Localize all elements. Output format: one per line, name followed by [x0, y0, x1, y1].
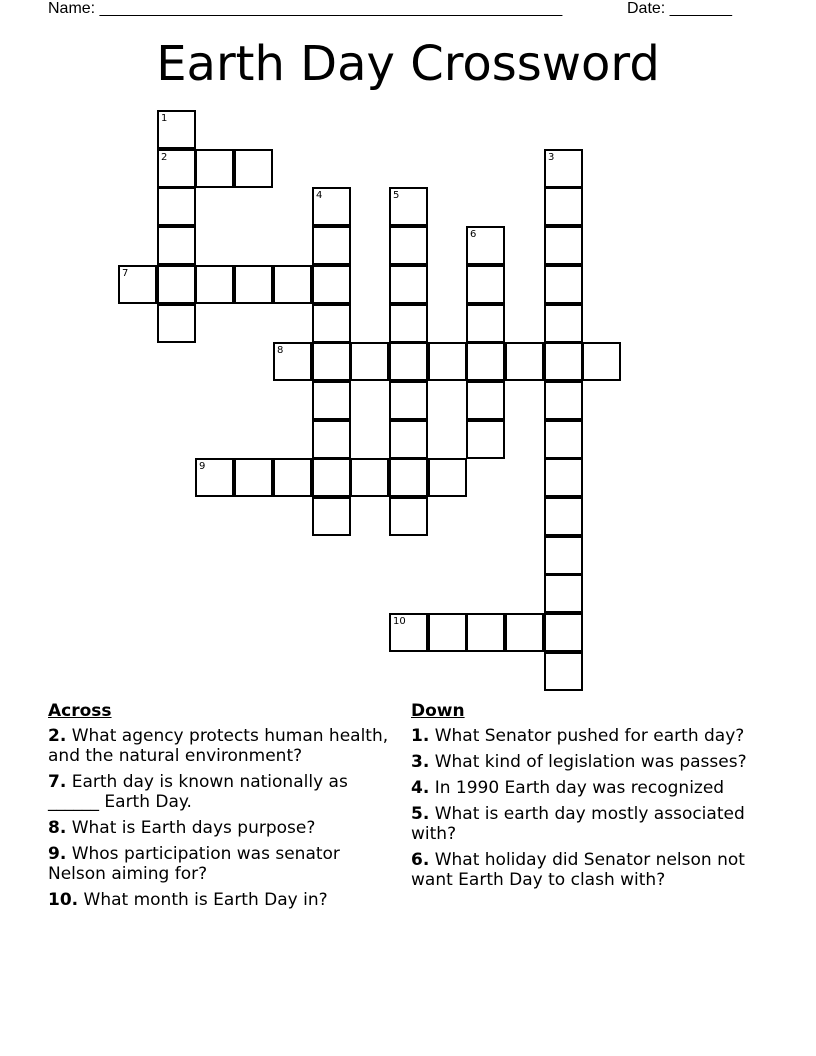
crossword-cell[interactable]: [157, 149, 196, 188]
down-clue: [411, 752, 761, 772]
cell-number: 5: [393, 190, 400, 201]
crossword-cell[interactable]: [544, 226, 583, 265]
crossword-cell[interactable]: [544, 652, 583, 691]
down-clue-list: [411, 726, 761, 890]
clue-text: Whos participation was senator Nelson aiming for?: [48, 844, 340, 884]
clue-text: What Senator pushed for earth day?: [429, 726, 745, 746]
crossword-cell[interactable]: [195, 265, 234, 304]
date-field-line: Date: _______: [627, 0, 732, 17]
name-field-line: Name: ____________________________________________________: [48, 0, 563, 17]
crossword-cell[interactable]: [234, 265, 273, 304]
page-title: Earth Day Crossword: [156, 36, 660, 92]
crossword-cell[interactable]: [544, 420, 583, 459]
crossword-cell[interactable]: [544, 265, 583, 304]
crossword-cell[interactable]: [350, 458, 389, 497]
down-clue: [411, 726, 761, 746]
across-clue: [48, 844, 403, 884]
crossword-cell[interactable]: [234, 458, 273, 497]
crossword-cell[interactable]: [273, 342, 312, 381]
crossword-cell[interactable]: [505, 342, 544, 381]
down-clues: [411, 701, 761, 896]
crossword-cell[interactable]: [389, 420, 428, 459]
crossword-cell[interactable]: [428, 613, 467, 652]
clue-number: 7.: [48, 772, 67, 792]
crossword-cell[interactable]: [312, 381, 351, 420]
down-heading: Down: [411, 701, 465, 721]
clue-text: What agency protects human health, and the natural environment?: [48, 726, 389, 766]
crossword-cell[interactable]: [466, 342, 505, 381]
crossword-cell[interactable]: [312, 458, 351, 497]
clue-text: What month is Earth Day in?: [78, 890, 328, 910]
cell-number: 2: [161, 152, 168, 163]
crossword-cell[interactable]: [389, 497, 428, 536]
cell-number: 9: [199, 461, 206, 472]
crossword-cell[interactable]: [157, 187, 196, 226]
clue-number: 8.: [48, 818, 67, 838]
across-clue-list: [48, 726, 403, 910]
crossword-cell[interactable]: [544, 613, 583, 652]
crossword-cell[interactable]: [312, 187, 351, 226]
clue-text: What is Earth days purpose?: [66, 818, 316, 838]
cell-number: 4: [316, 190, 323, 201]
crossword-cell[interactable]: [466, 304, 505, 343]
clue-number: 10.: [48, 890, 79, 910]
crossword-cell[interactable]: [350, 342, 389, 381]
crossword-cell[interactable]: [389, 381, 428, 420]
clue-number: 6.: [411, 850, 430, 870]
cell-number: 3: [548, 152, 555, 163]
clue-text: What is earth day mostly associated with?: [411, 804, 745, 844]
crossword-cell[interactable]: [157, 304, 196, 343]
crossword-cell[interactable]: [157, 110, 196, 149]
crossword-cell[interactable]: [273, 458, 312, 497]
crossword-cell[interactable]: [544, 342, 583, 381]
across-clue: [48, 772, 403, 812]
crossword-cell[interactable]: [544, 149, 583, 188]
crossword-cell[interactable]: [582, 342, 621, 381]
crossword-cell[interactable]: [544, 304, 583, 343]
crossword-cell[interactable]: [505, 613, 544, 652]
crossword-cell[interactable]: [389, 458, 428, 497]
crossword-cell[interactable]: [389, 226, 428, 265]
crossword-cell[interactable]: [544, 381, 583, 420]
cell-number: 6: [470, 229, 477, 240]
across-clues: [48, 701, 403, 916]
crossword-cell[interactable]: [389, 342, 428, 381]
crossword-cell[interactable]: [544, 574, 583, 613]
clue-text: What holiday did Senator nelson not want Earth Day to clash with?: [411, 850, 745, 890]
crossword-cell[interactable]: [312, 420, 351, 459]
crossword-cell[interactable]: [195, 458, 234, 497]
crossword-cell[interactable]: [544, 187, 583, 226]
crossword-cell[interactable]: [389, 613, 428, 652]
cell-number: 1: [161, 113, 168, 124]
across-clue: [48, 890, 403, 910]
crossword-cell[interactable]: [466, 613, 505, 652]
clue-number: 2.: [48, 726, 67, 746]
crossword-cell[interactable]: [544, 497, 583, 536]
crossword-cell[interactable]: [389, 265, 428, 304]
clue-number: 1.: [411, 726, 430, 746]
clue-number: 3.: [411, 752, 430, 772]
crossword-cell[interactable]: [428, 342, 467, 381]
across-clue: [48, 818, 403, 838]
clue-number: 9.: [48, 844, 67, 864]
crossword-cell[interactable]: [389, 304, 428, 343]
crossword-cell[interactable]: [118, 265, 157, 304]
crossword-cell[interactable]: [466, 420, 505, 459]
down-clue: [411, 804, 761, 844]
crossword-cell[interactable]: [544, 536, 583, 575]
cell-number: 7: [122, 268, 129, 279]
down-clue: [411, 850, 761, 890]
clue-text: In 1990 Earth day was recognized: [429, 778, 725, 798]
crossword-cell[interactable]: [466, 381, 505, 420]
clue-text: Earth day is known nationally as ______ Earth Day.: [48, 772, 348, 812]
crossword-cell[interactable]: [234, 149, 273, 188]
crossword-cell[interactable]: [273, 265, 312, 304]
crossword-cell[interactable]: [544, 458, 583, 497]
crossword-cell[interactable]: [195, 149, 234, 188]
crossword-cell[interactable]: [157, 226, 196, 265]
cell-number: 8: [277, 345, 284, 356]
crossword-cell[interactable]: [312, 304, 351, 343]
across-clue: [48, 726, 403, 766]
crossword-cell[interactable]: [466, 265, 505, 304]
cell-number: 10: [393, 616, 406, 627]
crossword-cell[interactable]: [312, 226, 351, 265]
across-heading: Across: [48, 701, 112, 721]
down-clue: [411, 778, 761, 798]
clue-number: 4.: [411, 778, 430, 798]
clue-text: What kind of legislation was passes?: [429, 752, 747, 772]
crossword-cell[interactable]: [428, 458, 467, 497]
crossword-cell[interactable]: [312, 497, 351, 536]
crossword-cell[interactable]: [157, 265, 196, 304]
crossword-cell[interactable]: [466, 226, 505, 265]
clue-number: 5.: [411, 804, 430, 824]
crossword-cell[interactable]: [389, 187, 428, 226]
crossword-cell[interactable]: [312, 265, 351, 304]
crossword-cell[interactable]: [312, 342, 351, 381]
